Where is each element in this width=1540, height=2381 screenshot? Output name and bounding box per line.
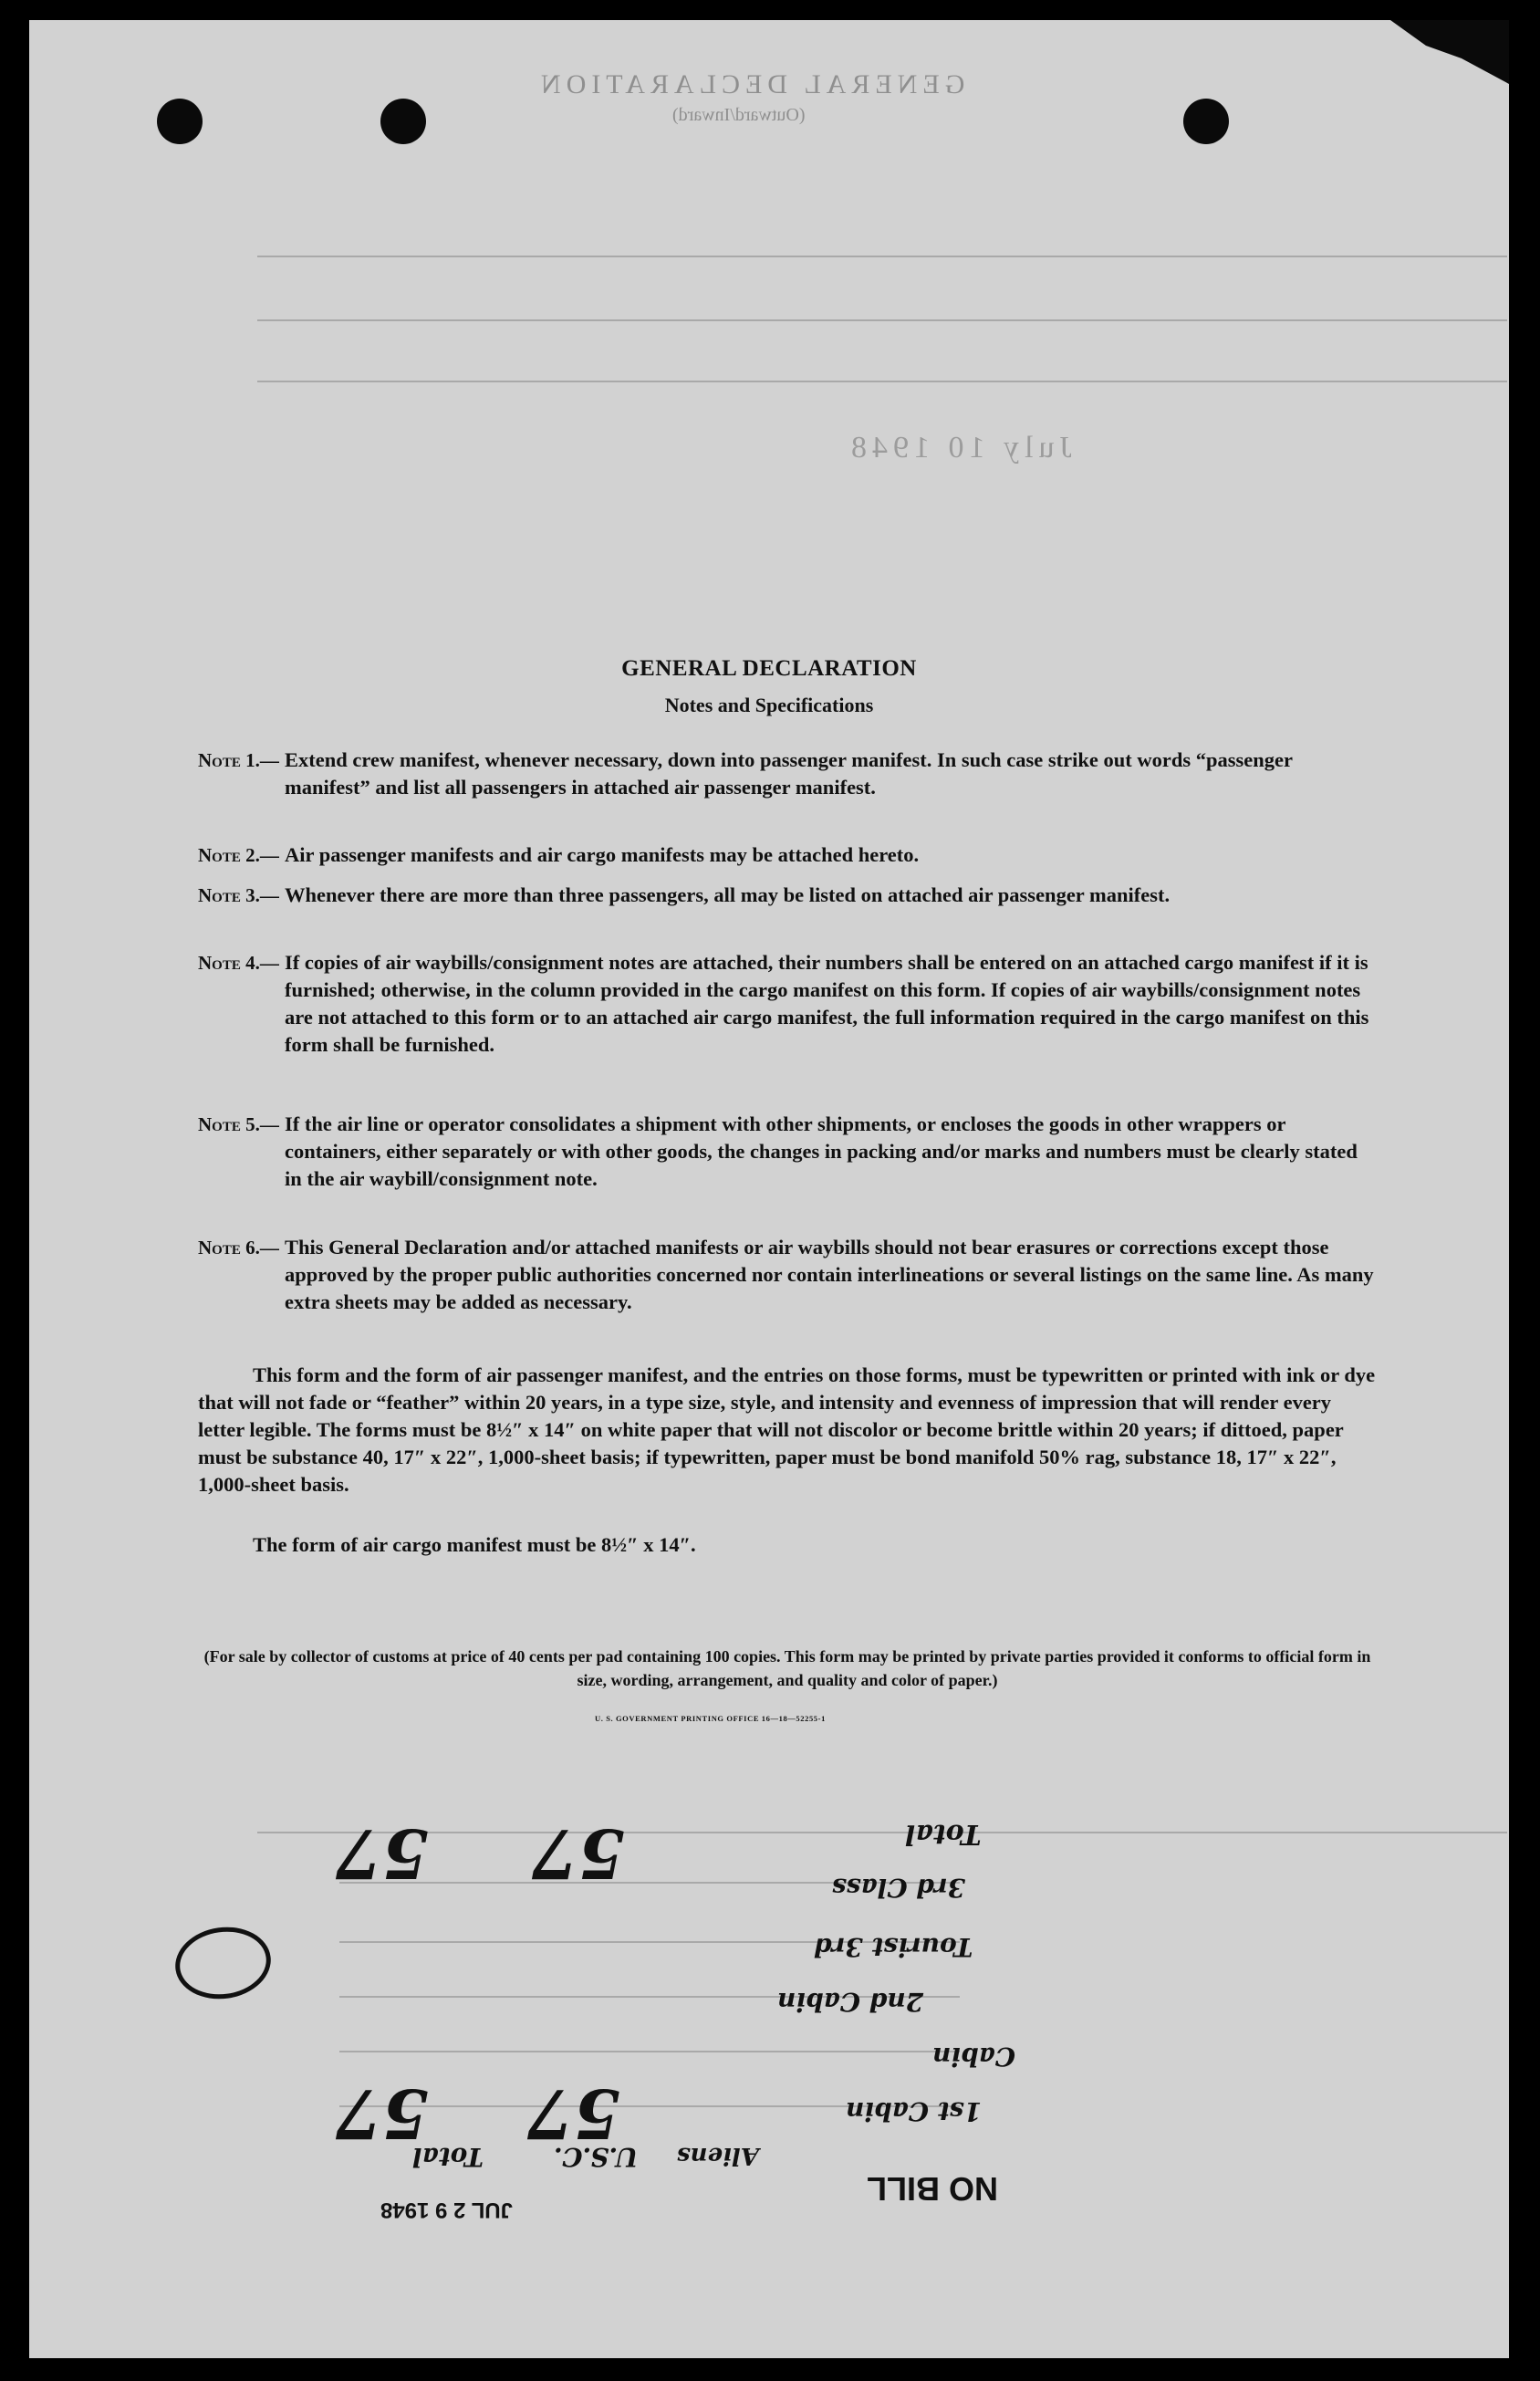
note-5 bbox=[198, 1111, 1377, 1190]
bleed-column-aliens: Aliens bbox=[677, 2142, 760, 2169]
bleed-date-stamp: July 10 1948 bbox=[846, 431, 1072, 465]
note-text: This General Declaration and/or attached manifests or air waybills should not bear erasures or corrections except those approved by the proper public authorities concerned nor contain interlineations or several listings on the same line. As many extra sheets may be added as necessary. bbox=[285, 1236, 1374, 1313]
punch-hole bbox=[157, 99, 203, 144]
punch-hole bbox=[1183, 99, 1229, 144]
bleed-rule bbox=[257, 381, 1507, 382]
note-text: If copies of air waybills/consignment notes are attached, their numbers shall be entered on an attached cargo manifest if it is furnished; otherwise, in the column provided in the cargo manifest on this form. If copies of air waybills/consignment notes are not attached to this form or to an attached air cargo manifest, the full information required in the cargo manifest on this form shall be furnished. bbox=[285, 951, 1369, 1056]
note-label: Note 4.— bbox=[198, 952, 279, 974]
cargo-form-size: The form of air cargo manifest must be 8½″ x 14″. bbox=[253, 1533, 696, 1556]
punch-hole bbox=[380, 99, 426, 144]
note-2 bbox=[198, 841, 1377, 869]
page-title: GENERAL DECLARATION bbox=[621, 656, 917, 681]
note-text: Extend crew manifest, whenever necessary, down into passenger manifest. In such case strike out words “passenger manifest” and list all passengers in attached air passenger manifest. bbox=[285, 748, 1293, 799]
printer-line: U. S. GOVERNMENT PRINTING OFFICE 16—18—52255-1 bbox=[595, 1714, 826, 1723]
note-text: If the air line or operator consolidates a shipment with other shipments, or encloses the goods in other wrappers or containers, either separately or with other goods, the changes in packing and/or marks and numbers must be clearly stated in the air waybill/consignment note. bbox=[285, 1112, 1358, 1190]
bleed-rule bbox=[339, 2051, 960, 2052]
bleed-column-total: Total bbox=[412, 2142, 484, 2172]
circled-initial bbox=[171, 1921, 276, 2005]
note-label: Note 1.— bbox=[198, 749, 279, 771]
sale-notice: (For sale by collector of customs at price of 40 cents per pad containing 100 copies. This form may be printed by private parties provided it conforms to official form in size, wording, arrangement, and quality and color of paper.) bbox=[203, 1647, 1371, 1689]
bleed-tally-2nd-cabin: 2nd Cabin bbox=[777, 1987, 924, 2017]
bleed-handwritten-count: 57 bbox=[531, 1813, 625, 1892]
bleed-header: GENERAL DECLARATION bbox=[536, 69, 965, 99]
no-bill-stamp: NO BILL bbox=[867, 2170, 998, 2208]
bleed-handwritten-count: 57 bbox=[526, 2073, 620, 2152]
bleed-column-usc: U.S.C. bbox=[554, 2142, 639, 2172]
note-text: Air passenger manifests and air cargo manifests may be attached hereto. bbox=[285, 843, 920, 866]
received-date-stamp: JUL 2 9 1948 bbox=[380, 2198, 513, 2222]
bleed-tally-total: Total bbox=[905, 1818, 982, 1850]
bleed-tally-cabin: Cabin bbox=[932, 2042, 1015, 2072]
bleed-handwritten-count: 57 bbox=[335, 1813, 429, 1892]
bleed-rule bbox=[257, 256, 1507, 257]
note-label: Note 5.— bbox=[198, 1113, 279, 1135]
bleed-subheader: (Outward/Inward) bbox=[672, 105, 806, 125]
document-page bbox=[29, 20, 1509, 2358]
bleed-tally-tourist: Tourist 3rd bbox=[814, 1932, 973, 1962]
bleed-rule bbox=[257, 1832, 1507, 1833]
torn-corner bbox=[1390, 20, 1509, 84]
note-label: Note 2.— bbox=[198, 844, 279, 866]
note-text: Whenever there are more than three passengers, all may be listed on attached air passenger manifest. bbox=[285, 883, 1171, 906]
bleed-tally-3rd-class: 3rd Class bbox=[832, 1873, 966, 1903]
note-label: Note 6.— bbox=[198, 1237, 279, 1258]
specification-paragraph: This form and the form of air passenger manifest, and the entries on those forms, must be typewritten or printed with ink or dye that will not fade or “feather” within 20 years, in a type size, style, and intensity and evenness of impression that will render every letter legible. The forms must be 8½″ x 14″ on white paper that will not discolor or become brittle within 20 years; if dittoed, paper must be substance 40, 17″ x 22″, 1,000-sheet basis; if typewritten, paper must be bond manifold 50% rag, substance 18, 17″ x 22″, 1,000-sheet basis. bbox=[198, 1363, 1376, 1496]
page-subtitle: Notes and Specifications bbox=[664, 694, 874, 716]
note-label: Note 3.— bbox=[198, 884, 279, 906]
note-1 bbox=[198, 747, 1377, 799]
bleed-tally-1st-cabin: 1st Cabin bbox=[846, 2096, 982, 2126]
note-6 bbox=[198, 1234, 1377, 1313]
bleed-rule bbox=[257, 319, 1507, 321]
note-3 bbox=[198, 882, 1377, 909]
bleed-handwritten-count: 57 bbox=[335, 2073, 429, 2152]
note-4 bbox=[198, 949, 1377, 1056]
